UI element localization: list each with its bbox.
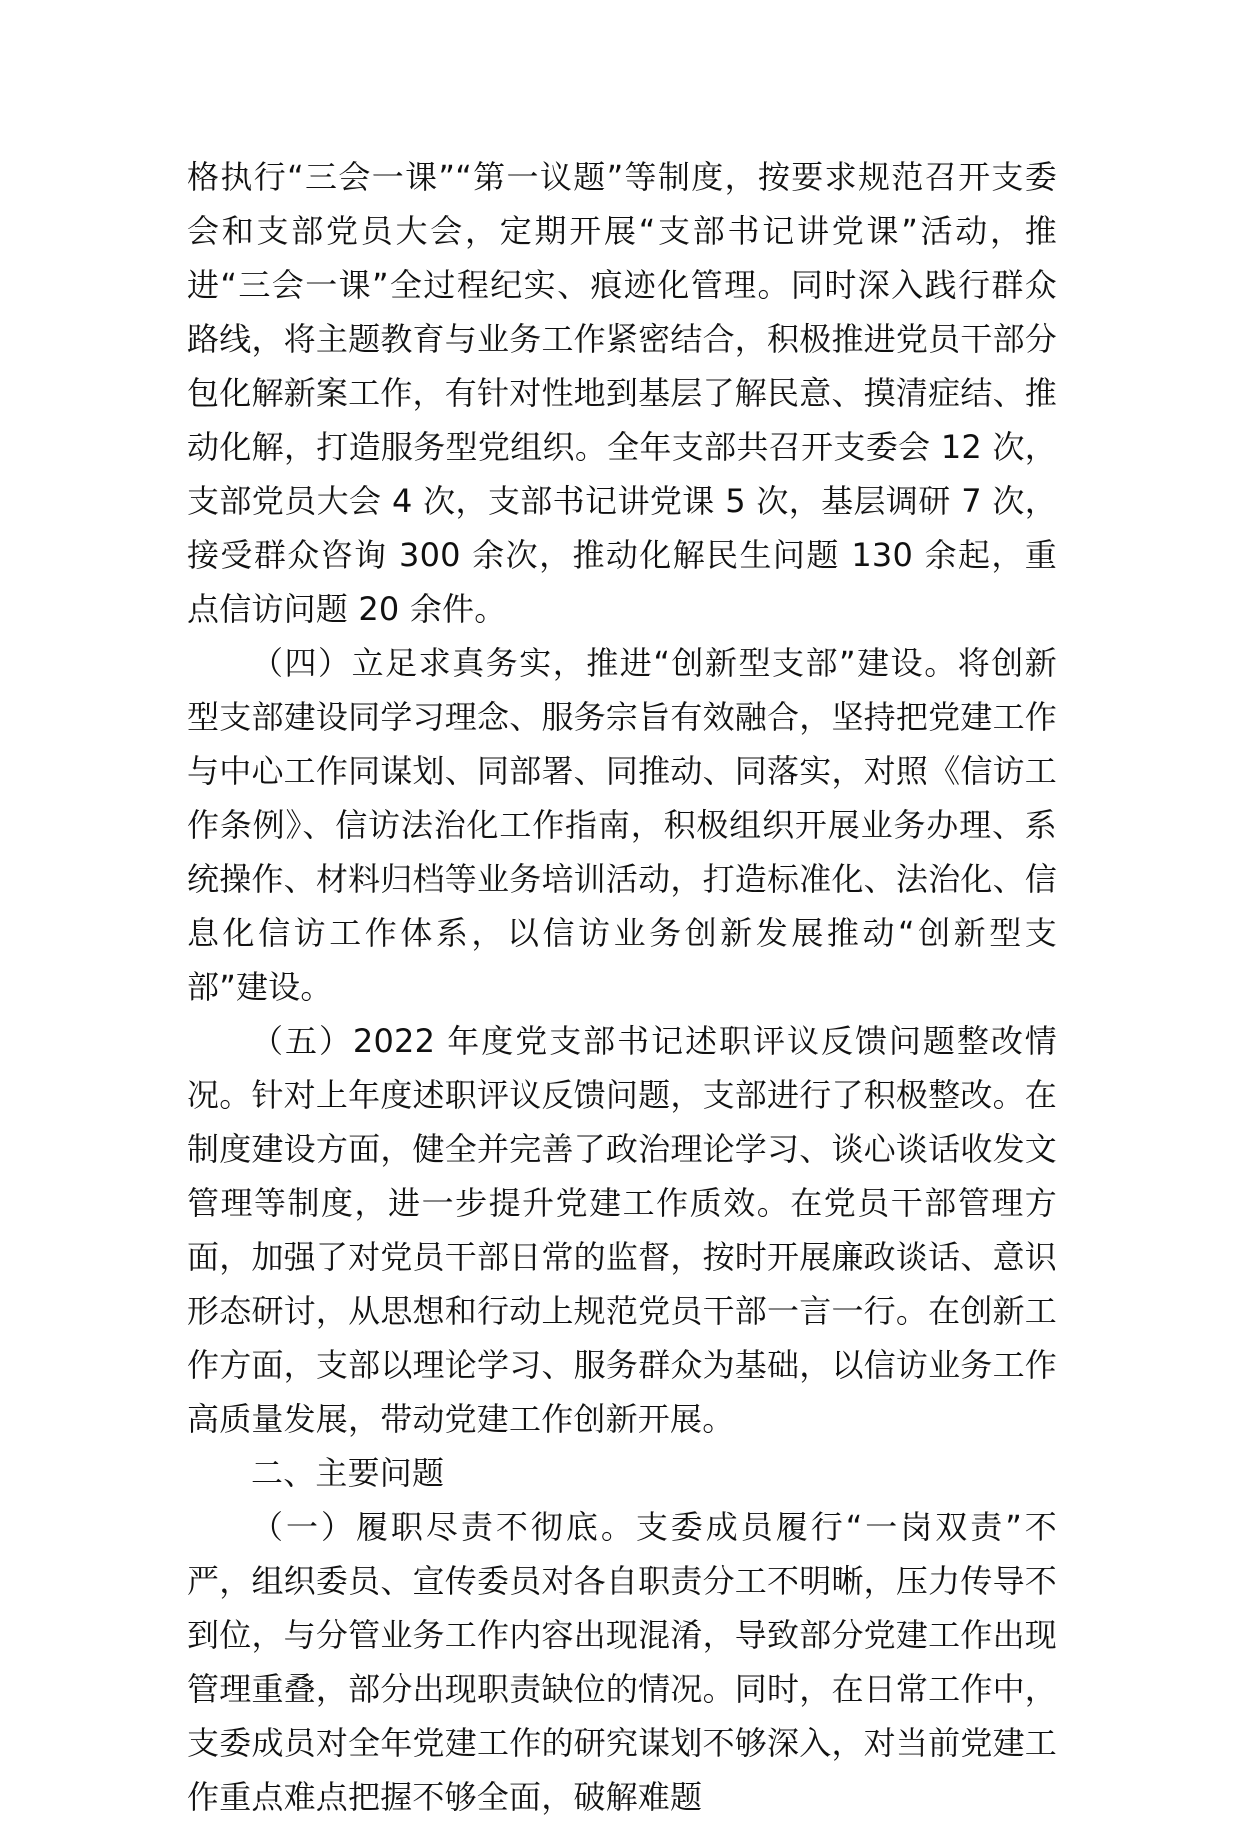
paragraph-innovative-branch: （四）立足求真务实，推进“创新型支部”建设。将创新型支部建设同学习理念、服务宗旨有效融合，坚持把党建工作与中心工作同谋划、同部署、同推动、同落实，对照《信访工作条例》、信访法治化工作指南，积极组织开展业务办理、系统操作、材料归档等业务培训活动，打造标准化、法治化、信息化信访工作体系，以信访业务创新发展推动“创新型支部”建设。 — [187, 644, 1057, 1006]
paragraph-party-meeting-system: 格执行“三会一课”“第一议题”等制度，按要求规范召开支委会和支部党员大会，定期开展“支部书记讲党课”活动，推进“三会一课”全过程纪实、痕迹化管理。同时深入践行群众路线，将主题教育与业务工作紧密结合，积极推进党员干部分包化解新案工作，有针对性地到基层了解民意、摸清症结、推动化解，打造服务型党组织。全年支部共召开支委会 12 次，支部党员大会 4 次，支部书记讲党课 5 次，基层调研 7 次，接受群众咨询 300 余次，推动化解民生问题 130 余起，重点信访问题 20 余件。 — [187, 158, 1057, 628]
paragraph-duty-fulfillment: （一）履职尽责不彻底。支委成员履行“一岗双责”不严，组织委员、宣传委员对各自职责分工不明晰，压力传导不到位，与分管业务工作内容出现混淆，导致部分党建工作出现管理重叠，部分出现职责缺位的情况。同时，在日常工作中，支委成员对全年党建工作的研究谋划不够深入，对当前党建工作重点难点把握不够全面，破解难题 — [187, 1508, 1057, 1816]
paragraph-rectification-2022: （五）2022 年度党支部书记述职评议反馈问题整改情况。针对上年度述职评议反馈问题，支部进行了积极整改。在制度建设方面，健全并完善了政治理论学习、谈心谈话收发文管理等制度，进一步提升党建工作质效。在党员干部管理方面，加强了对党员干部日常的监督，按时开展廉政谈话、意识形态研讨，从思想和行动上规范党员干部一言一行。在创新工作方面，支部以理论学习、服务群众为基础，以信访业务工作高质量发展，带动党建工作创新开展。 — [187, 1022, 1057, 1438]
document-body — [187, 150, 1057, 1824]
section-heading-main-problems: 二、主要问题 — [251, 1454, 445, 1492]
